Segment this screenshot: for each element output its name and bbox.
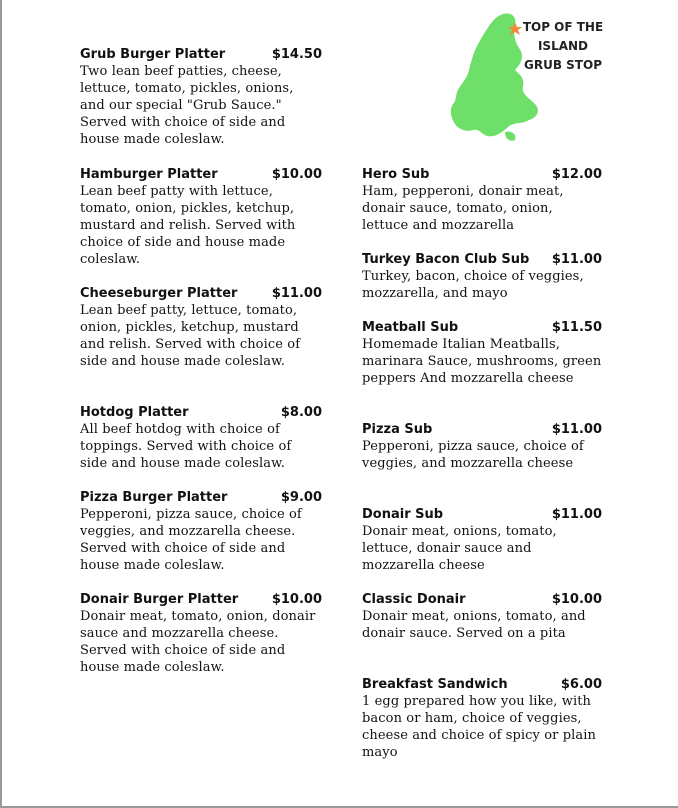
item-description: Pepperoni, pizza sauce, choice of veggies, and mozzarella cheese <box>362 439 584 471</box>
menu-item-pizza-sub <box>362 421 602 472</box>
menu-item-hamburger-platter <box>80 166 322 268</box>
item-name: Turkey Bacon Club Sub <box>362 252 530 267</box>
item-price: $14.50 <box>271 47 322 62</box>
item-price: $11.00 <box>551 252 602 267</box>
item-name: Hotdog Platter <box>80 405 189 420</box>
logo-text <box>518 18 608 75</box>
item-price: $8.00 <box>280 405 322 420</box>
menu-item-breakfast-sandwich <box>362 676 602 761</box>
menu-item-pizza-burger-platter <box>80 489 322 574</box>
item-price: $10.00 <box>551 592 602 607</box>
item-name: Cheeseburger Platter <box>80 286 238 301</box>
item-name: Donair Burger Platter <box>80 592 239 607</box>
menu-item-turkey-bacon-club-sub <box>362 251 602 302</box>
item-name: Meatball Sub <box>362 320 459 335</box>
item-description: Pepperoni, pizza sauce, choice of veggies, and mozzarella cheese. Served with choice of side and house made coleslaw. <box>80 507 302 573</box>
item-description: Homemade Italian Meatballs, marinara Sauce, mushrooms, green peppers And mozzarella cheese <box>362 337 602 386</box>
item-name: Pizza Burger Platter <box>80 490 228 505</box>
item-name: Donair Sub <box>362 507 444 522</box>
item-name: Breakfast Sandwich <box>362 677 508 692</box>
menu-item-classic-donair <box>362 591 602 642</box>
item-description: Ham, pepperoni, donair meat, donair sauce, tomato, onion, lettuce and mozzarella <box>362 184 564 233</box>
item-price: $11.00 <box>551 507 602 522</box>
item-price: $12.00 <box>551 167 602 182</box>
logo-line-1: TOP OF THE <box>522 20 604 34</box>
menu-item-donair-sub <box>362 506 602 574</box>
item-description: Two lean beef patties, cheese, lettuce, tomato, pickles, onions, and our special "Grub Sauce." Served with choice of side and house made coleslaw. <box>80 64 294 147</box>
item-price: $10.00 <box>271 167 322 182</box>
item-price: $9.00 <box>280 490 322 505</box>
item-price: $10.00 <box>271 592 322 607</box>
item-price: $11.00 <box>271 286 322 301</box>
item-name: Grub Burger Platter <box>80 47 226 62</box>
item-name: Pizza Sub <box>362 422 433 437</box>
item-description: 1 egg prepared how you like, with bacon or ham, choice of veggies, cheese and choice of spicy or plain mayo <box>362 694 596 760</box>
item-price: $11.00 <box>551 422 602 437</box>
menu-item-donair-burger-platter <box>80 591 322 676</box>
logo-line-3: GRUB STOP <box>524 58 602 72</box>
item-name: Classic Donair <box>362 592 466 607</box>
page-border-left <box>0 0 2 808</box>
item-name: Hero Sub <box>362 167 430 182</box>
item-description: Lean beef patty with lettuce, tomato, onion, pickles, ketchup, mustard and relish. Served with choice of side and house made coleslaw. <box>80 184 296 267</box>
menu-item-meatball-sub <box>362 319 602 387</box>
item-description: Donair meat, onions, tomato, lettuce, donair sauce and mozzarella cheese <box>362 524 557 573</box>
menu-item-cheeseburger-platter <box>80 285 322 370</box>
item-description: Donair meat, onions, tomato, and donair sauce. Served on a pita <box>362 609 586 641</box>
item-price: $11.50 <box>551 320 602 335</box>
menu-item-hotdog-platter <box>80 404 322 472</box>
item-description: Donair meat, tomato, onion, donair sauce and mozzarella cheese. Served with choice of side and house made coleslaw. <box>80 609 316 675</box>
item-description: All beef hotdog with choice of toppings. Served with choice of side and house made coleslaw. <box>80 422 292 471</box>
menu-item-hero-sub <box>362 166 602 234</box>
menu-item-grub-burger-platter <box>80 46 322 148</box>
item-name: Hamburger Platter <box>80 167 218 182</box>
item-description: Lean beef patty, lettuce, tomato, onion, pickles, ketchup, mustard and relish. Served with choice of side and house made coleslaw. <box>80 303 301 369</box>
logo-line-2: ISLAND <box>537 39 589 53</box>
item-price: $6.00 <box>560 677 602 692</box>
item-description: Turkey, bacon, choice of veggies, mozzarella, and mayo <box>362 269 584 301</box>
